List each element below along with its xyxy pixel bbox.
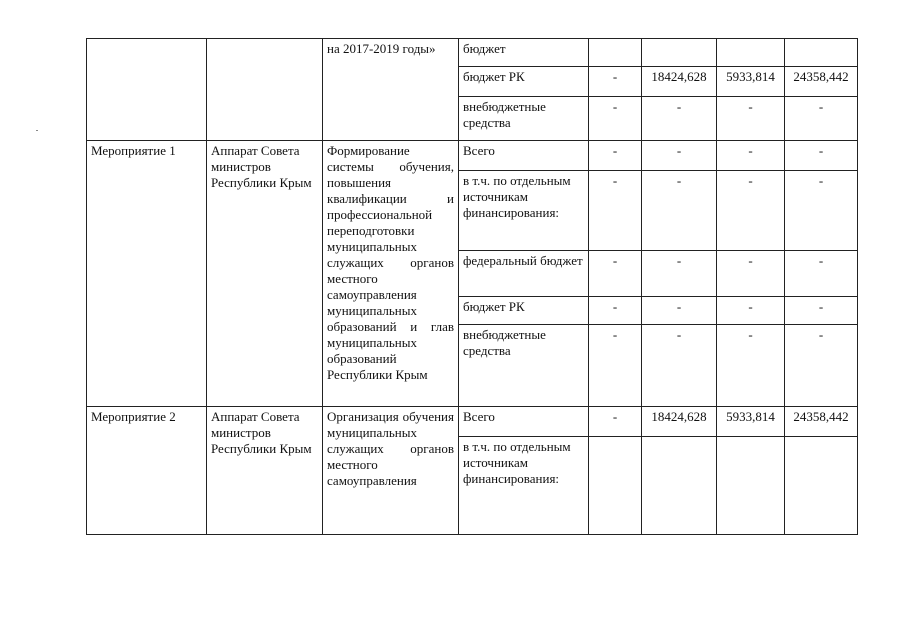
value-cell: - xyxy=(717,297,785,325)
value-cell: 18424,628 xyxy=(642,407,717,437)
value-cell: - xyxy=(642,171,717,251)
value-cell: - xyxy=(717,251,785,297)
funding-source-cell: Всего xyxy=(459,141,589,171)
value-cell xyxy=(717,437,785,535)
value-cell: - xyxy=(589,97,642,141)
value-cell xyxy=(642,437,717,535)
value-cell: - xyxy=(785,141,858,171)
value-cell xyxy=(717,39,785,67)
value-cell xyxy=(589,39,642,67)
value-cell: - xyxy=(589,67,642,97)
description-cell: Формирование системы обучения, повышения квалификации и профессиональной переподготовки муниципальных служащих органов местного самоуправления муниципальных образований и глав муниципальных образований Республики Крым xyxy=(323,141,459,407)
value-cell xyxy=(589,437,642,535)
value-cell: - xyxy=(717,97,785,141)
event-name-cell xyxy=(87,39,207,141)
funding-source-cell: федеральный бюджет xyxy=(459,251,589,297)
value-cell: 5933,814 xyxy=(717,67,785,97)
table-row xyxy=(87,407,858,437)
value-cell: - xyxy=(717,325,785,407)
value-cell: 24358,442 xyxy=(785,407,858,437)
value-cell: - xyxy=(717,171,785,251)
table-row xyxy=(87,141,858,171)
value-cell: - xyxy=(785,325,858,407)
value-cell: 18424,628 xyxy=(642,67,717,97)
funding-source-cell: в т.ч. по отдельным источникам финансирования: xyxy=(459,437,589,535)
value-cell: - xyxy=(642,297,717,325)
value-cell: - xyxy=(785,297,858,325)
scan-speck xyxy=(36,130,38,131)
value-cell: - xyxy=(785,171,858,251)
description-cell: Организация обучения муниципальных служащих органов местного самоуправления xyxy=(323,407,459,535)
funding-source-cell: внебюджетные средства xyxy=(459,97,589,141)
funding-source-cell: бюджет xyxy=(459,39,589,67)
executor-cell: Аппарат Совета министров Республики Крым xyxy=(207,141,323,407)
value-cell: 5933,814 xyxy=(717,407,785,437)
funding-source-cell: внебюджетные средства xyxy=(459,325,589,407)
value-cell: - xyxy=(642,251,717,297)
value-cell: - xyxy=(785,251,858,297)
value-cell: - xyxy=(589,251,642,297)
table-row xyxy=(87,39,858,67)
value-cell: - xyxy=(642,141,717,171)
funding-table xyxy=(86,38,858,535)
value-cell: - xyxy=(589,297,642,325)
value-cell xyxy=(785,437,858,535)
value-cell xyxy=(642,39,717,67)
executor-cell: Аппарат Совета министров Республики Крым xyxy=(207,407,323,535)
description-cell: на 2017-2019 годы» xyxy=(323,39,459,141)
funding-source-cell: в т.ч. по отдельным источникам финансирования: xyxy=(459,171,589,251)
value-cell: - xyxy=(589,141,642,171)
executor-cell xyxy=(207,39,323,141)
value-cell: - xyxy=(589,407,642,437)
value-cell: - xyxy=(642,325,717,407)
value-cell: - xyxy=(785,97,858,141)
value-cell: - xyxy=(589,171,642,251)
event-name-cell: Мероприятие 1 xyxy=(87,141,207,407)
value-cell: 24358,442 xyxy=(785,67,858,97)
value-cell: - xyxy=(589,325,642,407)
funding-source-cell: Всего xyxy=(459,407,589,437)
value-cell: - xyxy=(642,97,717,141)
value-cell xyxy=(785,39,858,67)
funding-source-cell: бюджет РК xyxy=(459,297,589,325)
funding-source-cell: бюджет РК xyxy=(459,67,589,97)
value-cell: - xyxy=(717,141,785,171)
event-name-cell: Мероприятие 2 xyxy=(87,407,207,535)
